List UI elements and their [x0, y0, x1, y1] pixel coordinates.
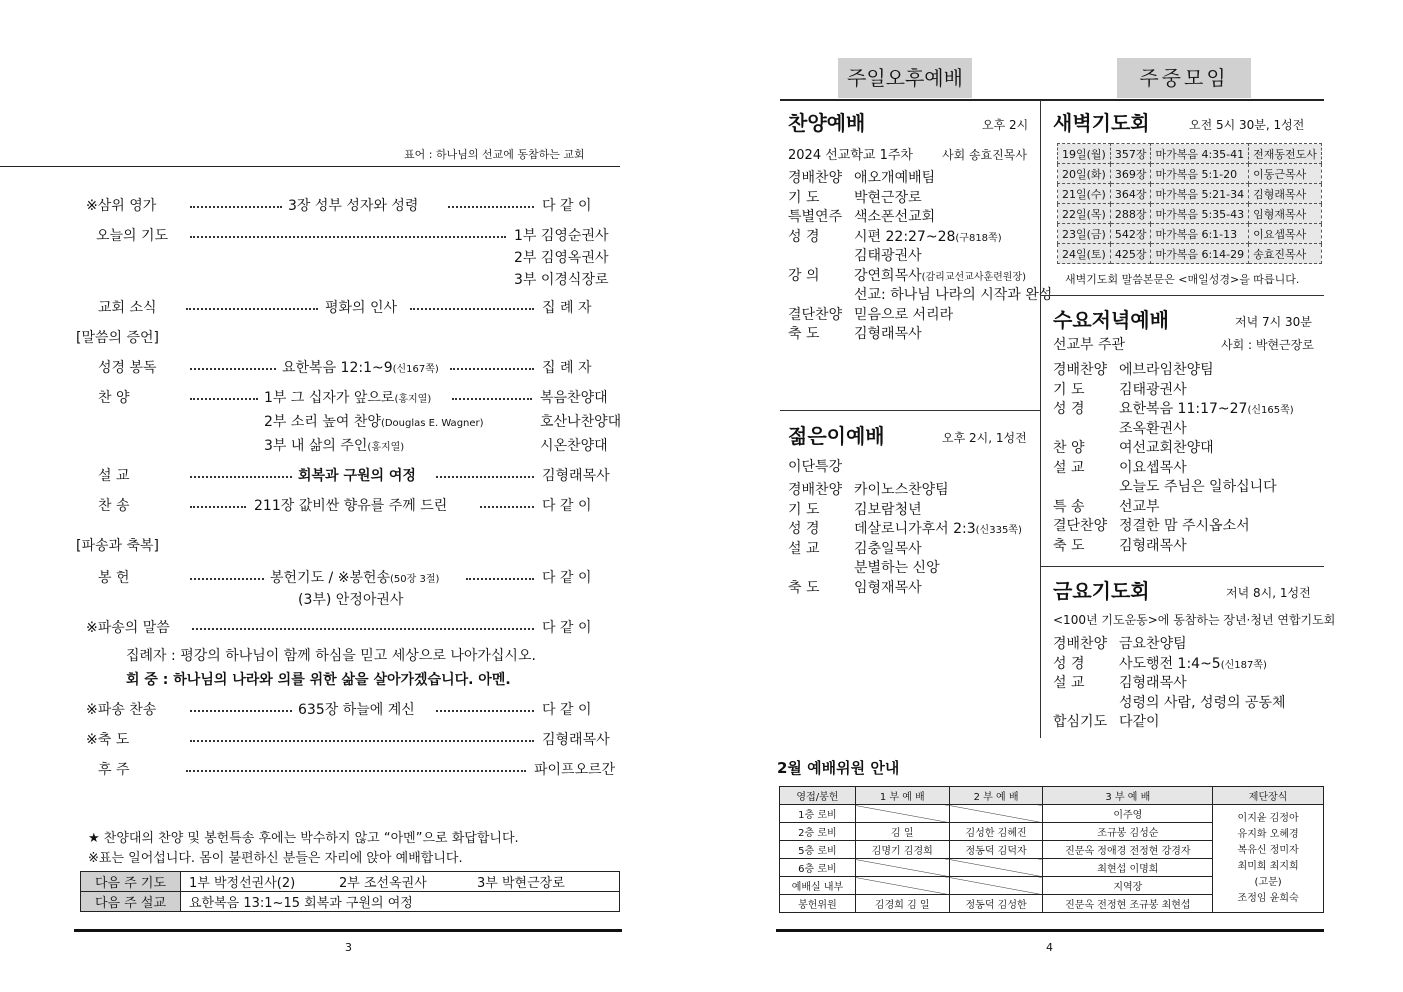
friday-row-value: 금요찬양팀 [1119, 636, 1187, 652]
page-number-left: 3 [345, 941, 352, 954]
order-by-hymn: 다 같 이 [542, 498, 592, 514]
dawn-hymn: 364장 [1110, 184, 1151, 204]
dawn-preacher: 임형재목사 [1249, 204, 1322, 224]
next-sermon-label: 다음 주 설교 [81, 892, 181, 912]
note-stand: ※표는 일어섭니다. 몸이 불편하신 분들은 자리에 앉아 예배합니다. [88, 851, 463, 866]
dot-leader [190, 740, 534, 742]
order-label-trinity: ※삼위 영가 [86, 198, 157, 214]
order-by-trinity: 다 같 이 [542, 198, 592, 214]
staff-header: 2 부 예 배 [949, 787, 1043, 805]
order-by-blessing: 김형래목사 [542, 732, 610, 748]
praise-line-3 [264, 435, 404, 455]
order-content-hymn: 211장 값비싼 향유를 주께 드린 [254, 498, 448, 514]
friday-row-value: 다같이 [1119, 714, 1160, 730]
order-by-sermon: 김형래목사 [542, 468, 610, 484]
dawn-preacher: 이동근목사 [1249, 164, 1322, 184]
youth-row [788, 557, 940, 577]
order-label-blessing: ※축 도 [86, 732, 130, 748]
order-label-postlude: 후 주 [98, 762, 130, 778]
dawn-hymn: 542장 [1110, 224, 1151, 244]
youth-row-label: 축 도 [788, 579, 820, 596]
column-divider [1040, 100, 1041, 738]
next-prayer-2: 2부 조선옥권사 [339, 876, 427, 891]
dawn-hymn: 357장 [1110, 144, 1151, 164]
wednesday-row-value: 정결한 맘 주시옵소서 [1119, 518, 1250, 534]
prayer-line-2: 2부 김영옥권사 [514, 250, 609, 266]
staff-decor-line: 유지화 오혜경 [1237, 828, 1299, 840]
order-by-reading: 집 례 자 [542, 360, 592, 376]
wednesday-row-note: (신165쪽) [1247, 405, 1294, 416]
praise-title-2: 2부 소리 높여 찬양 [264, 414, 381, 430]
wednesday-row [1053, 535, 1187, 555]
dawn-row [1058, 144, 1322, 164]
offering-sub: (3부) 안정아권사 [298, 592, 404, 608]
staff-s1: 김명기 김경희 [855, 841, 949, 859]
dawn-day: 21일(수) [1058, 184, 1111, 204]
friday-row-label: 설 교 [1053, 675, 1085, 691]
friday-row-label: 경배찬양 [1053, 636, 1108, 652]
staff-s3: 최현섭 이명희 [1043, 859, 1213, 877]
dawn-text: 마가복음 6:14-29 [1151, 244, 1249, 264]
wednesday-time: 저녁 7시 30분 [1235, 315, 1312, 329]
staff-s1 [855, 805, 949, 823]
praise-worship-row [788, 304, 953, 324]
friday-row [1053, 692, 1286, 712]
praise-worship-row-label: 특별연주 [788, 209, 843, 225]
dawn-preacher: 이요셉목사 [1249, 224, 1322, 244]
staff-decor-line: 이지윤 김정아 [1237, 812, 1299, 824]
praise-choir-2: 호산나찬양대 [540, 414, 622, 430]
staff-header-row [780, 787, 1324, 805]
dawn-hymn: 369장 [1110, 164, 1151, 184]
order-content-sermon: 회복과 구원의 여정 [298, 468, 416, 484]
praise-worship-row-label: 경배찬양 [788, 170, 843, 186]
praise-worship-row-label: 결단찬양 [788, 306, 843, 323]
header-sunday-afternoon: 주일오후예배 [838, 58, 972, 98]
staff-s1 [855, 859, 949, 877]
dot-leader [186, 308, 318, 310]
youth-row [788, 518, 1022, 538]
wednesday-row-label: 결단찬양 [1053, 518, 1108, 534]
order-content-reading [282, 357, 439, 377]
youth-row-label: 성 경 [788, 521, 820, 537]
staff-s1: 김경희 김 일 [855, 895, 949, 913]
praise-worship-row [788, 206, 935, 226]
praise-worship-row-label: 축 도 [788, 326, 820, 342]
praise-title-1: 1부 그 십자가 앞으로 [264, 390, 395, 406]
dawn-row [1058, 224, 1322, 244]
wednesday-row-label: 축 도 [1053, 537, 1085, 554]
youth-title: 젊은이예배 [788, 424, 885, 448]
dot-leader [190, 398, 258, 400]
page-number-right: 4 [1046, 941, 1053, 954]
wednesday-row-label: 특 송 [1053, 498, 1085, 515]
youth-row-label: 경배찬양 [788, 482, 843, 498]
wednesday-row-value: 김형래목사 [1119, 537, 1187, 554]
friday-subtitle: <100년 기도운동>에 동참하는 장년·청년 연합기도회 [1053, 613, 1336, 627]
order-by-news: 집 례 자 [542, 300, 592, 316]
dawn-text: 마가복음 5:21-34 [1151, 184, 1249, 204]
order-content-news: 평화의 인사 [325, 300, 398, 316]
youth-time: 오후 2시, 1성전 [942, 431, 1027, 445]
offering-text: 봉헌기도 / ※봉헌송 [270, 570, 391, 586]
wednesday-row [1053, 457, 1187, 477]
praise-worship-row-value: 믿음으로 서리라 [854, 306, 954, 323]
praise-worship-row-label: 강 의 [788, 267, 820, 284]
wednesday-host: 사회 : 박현근장로 [1221, 338, 1314, 352]
dawn-day: 20일(화) [1058, 164, 1111, 184]
dot-leader [450, 368, 534, 370]
staff-s3: 이주영 [1043, 805, 1213, 823]
youth-rule [780, 410, 1040, 411]
order-label-offering: 봉 헌 [98, 570, 130, 586]
dawn-row [1058, 164, 1322, 184]
wednesday-row [1053, 418, 1187, 438]
praise-title-3: 3부 내 삶의 주인 [264, 438, 368, 454]
dawn-hymn: 425장 [1110, 244, 1151, 264]
friday-row-value: 성령의 사람, 성령의 공동체 [1119, 694, 1286, 711]
youth-row-value: 분별하는 신앙 [854, 560, 940, 576]
praise-worship-row [788, 323, 922, 343]
dot-leader [410, 308, 534, 310]
dawn-time: 오전 5시 30분, 1성전 [1189, 118, 1305, 132]
wednesday-row-value: 여선교회찬양대 [1119, 440, 1214, 456]
praise-worship-row-value: 김형래목사 [854, 326, 922, 342]
dot-leader [190, 236, 506, 238]
dot-leader [452, 398, 532, 400]
reading-ref: (신167쪽) [392, 364, 439, 375]
wednesday-row [1053, 515, 1250, 535]
youth-row [788, 479, 949, 499]
friday-row [1053, 711, 1160, 731]
wednesday-row-value: 오늘도 주님은 일하십니다 [1119, 479, 1277, 495]
staff-place: 5층 로비 [780, 841, 856, 859]
next-prayer-1: 1부 박정선권사(2) [189, 876, 296, 891]
wednesday-row-label: 설 교 [1053, 459, 1085, 476]
praise-composer-1: (홍지열) [394, 394, 432, 405]
wednesday-rule [1040, 295, 1324, 296]
youth-row-note: (신335쪽) [975, 525, 1022, 536]
order-content-trinity: 3장 성부 성자와 성령 [288, 198, 419, 214]
order-label-praise: 찬 양 [98, 390, 130, 406]
next-prayer-row [81, 872, 620, 892]
dot-leader [190, 368, 276, 370]
top-rule [0, 166, 620, 167]
wednesday-row-label: 기 도 [1053, 381, 1085, 398]
dawn-day: 22일(목) [1058, 204, 1111, 224]
wednesday-row-label: 경배찬양 [1053, 362, 1108, 378]
praise-worship-row-note: (감리교선교사훈련원장) [921, 271, 1027, 283]
wednesday-row [1053, 496, 1160, 516]
reading-text: 요한복음 12:1~9 [282, 360, 393, 376]
section-send: [파송과 축복] [76, 538, 159, 554]
wednesday-row-value: 에브라임찬양팀 [1119, 362, 1214, 378]
dot-leader [436, 710, 534, 712]
order-by-postlude: 파이프오르간 [534, 762, 616, 778]
praise-worship-row-value: 강연희목사 [854, 267, 922, 284]
youth-row-value: 김충일목사 [854, 540, 922, 557]
order-by-sending: 다 같 이 [542, 620, 592, 636]
staff-s1: 김 일 [855, 823, 949, 841]
dawn-hymn: 288장 [1110, 204, 1151, 224]
friday-row-label: 성 경 [1053, 655, 1085, 672]
praise-worship-row-value: 색소폰선교회 [854, 209, 936, 225]
praise-worship-host: 사회 송효진목사 [942, 148, 1027, 162]
staff-s2: 정동덕 김성한 [949, 895, 1043, 913]
praise-worship-row-value: 김태광권사 [854, 248, 922, 264]
friday-row-value: 김형래목사 [1119, 675, 1187, 691]
next-sermon-row [81, 892, 620, 912]
wednesday-row [1053, 437, 1214, 457]
youth-row [788, 499, 922, 519]
youth-row-value: 카이노스찬양팀 [854, 482, 949, 498]
congregation-response: 회 중 : 하나님의 나라와 의를 위한 삶을 살아가겠습니다. 아멘. [126, 672, 511, 688]
dot-leader [190, 506, 246, 508]
praise-worship-row [788, 226, 1002, 246]
note-applause: ★ 찬양대의 찬양 및 봉헌특송 후에는 박수하지 않고 “아멘”으로 화답합니다. [88, 831, 519, 846]
staff-title: 2월 예배위원 안내 [777, 759, 900, 777]
dawn-day: 19일(월) [1058, 144, 1111, 164]
praise-composer-2: (Douglas E. Wagner) [380, 418, 484, 429]
staff-s3: 진문옥 정애경 전정현 강경자 [1043, 841, 1213, 859]
next-prayer-3: 3부 박현근장로 [477, 876, 565, 891]
dot-leader [192, 628, 534, 630]
staff-header: 1 부 예 배 [855, 787, 949, 805]
section-word: [말씀의 증언] [76, 330, 159, 346]
youth-row-value: 김보람청년 [854, 501, 922, 518]
staff-header: 제단장식 [1213, 787, 1324, 805]
wednesday-row-value: 이요셉목사 [1119, 459, 1187, 476]
order-label-sermon: 설 교 [98, 468, 130, 484]
dot-leader [480, 506, 534, 508]
dot-leader [190, 476, 292, 478]
staff-place: 2층 로비 [780, 823, 856, 841]
order-label-prayer: 오늘의 기도 [96, 228, 169, 244]
next-prayer-label: 다음 주 기도 [81, 872, 181, 892]
dawn-note: 새벽기도회 말씀본문은 <매일성경>을 따릅니다. [1065, 273, 1300, 286]
dot-leader [466, 578, 534, 580]
wednesday-row-label: 찬 양 [1053, 440, 1085, 456]
staff-table [779, 786, 1324, 913]
staff-decor [1213, 805, 1324, 913]
dawn-text: 마가복음 5:35-43 [1151, 204, 1249, 224]
youth-row-value: 데살로니가후서 2:3 [854, 521, 976, 537]
praise-worship-row-value: 선교: 하나님 나라의 시작과 완성 [854, 287, 1053, 303]
wednesday-row-value: 조옥환권사 [1119, 420, 1187, 437]
praise-worship-row-label: 성 경 [788, 228, 820, 245]
staff-place: 1층 로비 [780, 805, 856, 823]
next-prayer-value [181, 872, 620, 892]
staff-s2 [949, 877, 1043, 895]
staff-s3: 지역장 [1043, 877, 1213, 895]
praise-worship-row-value: 시편 22:27~28 [854, 228, 956, 245]
next-sermon-value: 요한복음 13:1~15 회복과 구원의 여정 [181, 892, 620, 912]
praise-worship-row [788, 245, 922, 265]
header-rule [780, 99, 1324, 101]
friday-row [1053, 672, 1187, 692]
praise-worship-subtitle: 2024 선교학교 1주차 [788, 148, 913, 163]
dot-leader [448, 206, 534, 208]
order-label-hymn: 찬 송 [98, 498, 130, 514]
dawn-preacher: 송효진목사 [1249, 244, 1322, 264]
staff-s2 [949, 805, 1043, 823]
wednesday-subtitle: 선교부 주관 [1053, 337, 1126, 353]
staff-s1 [855, 877, 949, 895]
dawn-text: 마가복음 5:1-20 [1151, 164, 1249, 184]
praise-line-2 [264, 411, 484, 431]
friday-time: 저녁 8시, 1성전 [1226, 586, 1311, 600]
staff-decor-line: 조정임 윤희숙 [1237, 892, 1299, 904]
praise-choir-3: 시온찬양대 [540, 438, 608, 454]
praise-worship-row [788, 265, 1026, 285]
staff-decor-line: 복유신 정미자 [1237, 844, 1299, 856]
friday-title: 금요기도회 [1053, 579, 1150, 603]
staff-s3: 진문옥 전정현 조규봉 최현섭 [1043, 895, 1213, 913]
staff-decor-line: (고문) [1254, 876, 1282, 888]
staff-place: 6층 로비 [780, 859, 856, 877]
dawn-preacher: 전재동전도사 [1249, 144, 1322, 164]
order-label-reading: 성경 봉독 [98, 360, 157, 376]
wednesday-title: 수요저녁예배 [1053, 308, 1169, 332]
wednesday-row [1053, 398, 1294, 418]
youth-row-label: 기 도 [788, 501, 820, 518]
praise-worship-row-value: 애오개예배팀 [854, 170, 936, 186]
dot-leader [436, 476, 534, 478]
bottom-rule-left [74, 929, 622, 932]
staff-decor-line: 최미희 최지희 [1237, 860, 1299, 872]
staff-row [780, 805, 1324, 823]
staff-header: 영접/봉헌 [780, 787, 856, 805]
dawn-day: 24일(토) [1058, 244, 1111, 264]
wednesday-row-value: 선교부 [1119, 498, 1160, 515]
praise-worship-row [788, 187, 922, 207]
praise-worship-row-label: 기 도 [788, 189, 820, 206]
wednesday-row [1053, 379, 1187, 399]
order-content-offering [270, 567, 439, 587]
leader-response: 집례자 : 평강의 하나님이 함께 하심을 믿고 세상으로 나아가십시오. [126, 648, 536, 664]
friday-row [1053, 633, 1187, 653]
praise-choir-1: 복음찬양대 [540, 390, 608, 406]
header-weekday: 주중모임 [1117, 58, 1251, 98]
order-by-sendhymn: 다 같 이 [542, 702, 592, 718]
wednesday-row [1053, 359, 1214, 379]
dawn-title: 새벽기도회 [1053, 111, 1150, 135]
friday-row [1053, 653, 1267, 673]
youth-row-value: 임형재목사 [854, 579, 922, 596]
staff-s2 [949, 859, 1043, 877]
dawn-day: 23일(금) [1058, 224, 1111, 244]
praise-worship-row-value: 박현근장로 [854, 189, 922, 206]
motto: 표어 : 하나님의 선교에 동참하는 교회 [404, 148, 585, 161]
praise-worship-time: 오후 2시 [982, 118, 1029, 132]
wednesday-row-value: 요한복음 11:17~27 [1119, 401, 1248, 417]
staff-place: 봉헌위원 [780, 895, 856, 913]
dot-leader [190, 578, 264, 580]
prayer-line-3: 3부 이경식장로 [514, 272, 609, 288]
praise-composer-3: (홍지열) [367, 442, 405, 453]
praise-line-1 [264, 387, 431, 407]
youth-subtitle: 이단특강 [788, 459, 843, 475]
bottom-rule-right [776, 929, 1324, 932]
dawn-preacher: 김형래목사 [1249, 184, 1322, 204]
praise-worship-row-note: (구818쪽) [955, 232, 1002, 244]
staff-place: 예배실 내부 [780, 877, 856, 895]
next-week-table [80, 871, 620, 912]
dawn-table [1057, 143, 1322, 264]
dawn-text: 마가복음 4:35-41 [1151, 144, 1249, 164]
dot-leader [186, 770, 526, 772]
dawn-row [1058, 244, 1322, 264]
dawn-row [1058, 184, 1322, 204]
friday-row-value: 사도행전 1:4~5 [1119, 655, 1221, 672]
youth-row [788, 538, 922, 558]
praise-worship-row [788, 284, 1052, 304]
praise-worship-row [788, 167, 935, 187]
staff-s3: 조규봉 김성순 [1043, 823, 1213, 841]
order-label-sending: ※파송의 말씀 [86, 620, 170, 636]
dot-leader [190, 206, 282, 208]
order-label-news: 교회 소식 [98, 300, 157, 316]
staff-s2: 정동덕 김덕자 [949, 841, 1043, 859]
friday-row-label: 합심기도 [1053, 714, 1108, 730]
dawn-row [1058, 204, 1322, 224]
friday-rule [1040, 566, 1324, 567]
praise-worship-title: 찬양예배 [788, 111, 866, 135]
youth-row-label: 설 교 [788, 540, 820, 557]
order-label-sendhymn: ※파송 찬송 [86, 702, 157, 718]
staff-header: 3 부 예 배 [1043, 787, 1213, 805]
wednesday-row-value: 김태광권사 [1119, 381, 1187, 398]
dawn-text: 마가복음 6:1-13 [1151, 224, 1249, 244]
order-content-sendhymn: 635장 하늘에 계신 [298, 702, 415, 718]
dot-leader [190, 710, 292, 712]
offering-ref: (50장 3절) [390, 574, 440, 585]
friday-row-note: (신187쪽) [1220, 659, 1267, 671]
staff-s2: 김성한 김혜진 [949, 823, 1043, 841]
wednesday-row [1053, 476, 1277, 496]
prayer-line-1: 1부 김영순권사 [514, 228, 609, 244]
wednesday-row-label: 성 경 [1053, 401, 1085, 417]
youth-row [788, 577, 922, 597]
order-by-offering: 다 같 이 [542, 570, 592, 586]
